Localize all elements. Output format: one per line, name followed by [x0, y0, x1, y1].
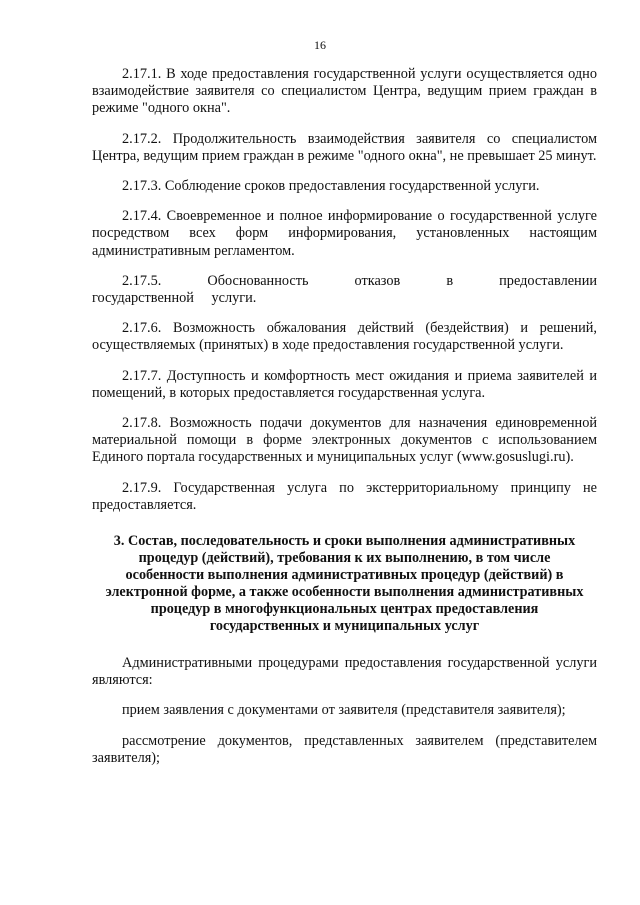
section-intro-paragraph: Административными процедурами предоставления государственной услуги являются:	[92, 655, 597, 689]
paragraph-2-17-1: 2.17.1. В ходе предоставления государственной услуги осуществляется одно взаимодействие заявителя со специалистом Центра, ведущим прием граждан в режиме "одного окна".	[92, 66, 597, 117]
procedure-list-item: прием заявления с документами от заявителя (представителя заявителя);	[122, 702, 566, 719]
paragraph-2-17-5: 2.17.5. Обоснованность отказов в предоставлении государственной услуги.	[92, 272, 597, 307]
paragraph-2-17-8: 2.17.8. Возможность подачи документов для назначения единовременной материальной помощи в форме электронных документов с использованием Единого портала государственных и муниципальных услуг (www.gosuslugi.ru).	[92, 415, 597, 466]
paragraph-2-17-9: 2.17.9. Государственная услуга по экстерриториальному принципу не предоставляется.	[92, 479, 597, 513]
page-number: 16	[314, 38, 326, 52]
procedure-list-item: рассмотрение документов, представленных заявителем (представителем заявителя);	[92, 732, 597, 766]
page-content	[92, 66, 597, 780]
section-heading: 3. Состав, последовательность и сроки выполнения административных процедур (действий), требования к их выполнению, в том числе особенности выполнения административных процедур (действий) в электронной форме, а также особенности выполнения административных процедур в многофункциональных центрах предоставления государственных и муниципальных услуг	[105, 533, 584, 635]
paragraph-2-17-4: 2.17.4. Своевременное и полное информирование о государственной услуге посредством всех форм информирования, установленных настоящим административным регламентом.	[92, 208, 597, 259]
paragraph-2-17-6: 2.17.6. Возможность обжалования действий (бездействия) и решений, осуществляемых (принятых) в ходе предоставления государственной услуги.	[92, 320, 597, 354]
paragraph-2-17-3: 2.17.3. Соблюдение сроков предоставления государственной услуги.	[122, 178, 540, 195]
paragraph-2-17-2: 2.17.2. Продолжительность взаимодействия заявителя со специалистом Центра, ведущим прием граждан в режиме "одного окна", не превышает 25 минут.	[92, 130, 597, 164]
paragraph-2-17-7: 2.17.7. Доступность и комфортность мест ожидания и приема заявителей и помещений, в которых предоставляется государственная услуга.	[92, 367, 597, 401]
